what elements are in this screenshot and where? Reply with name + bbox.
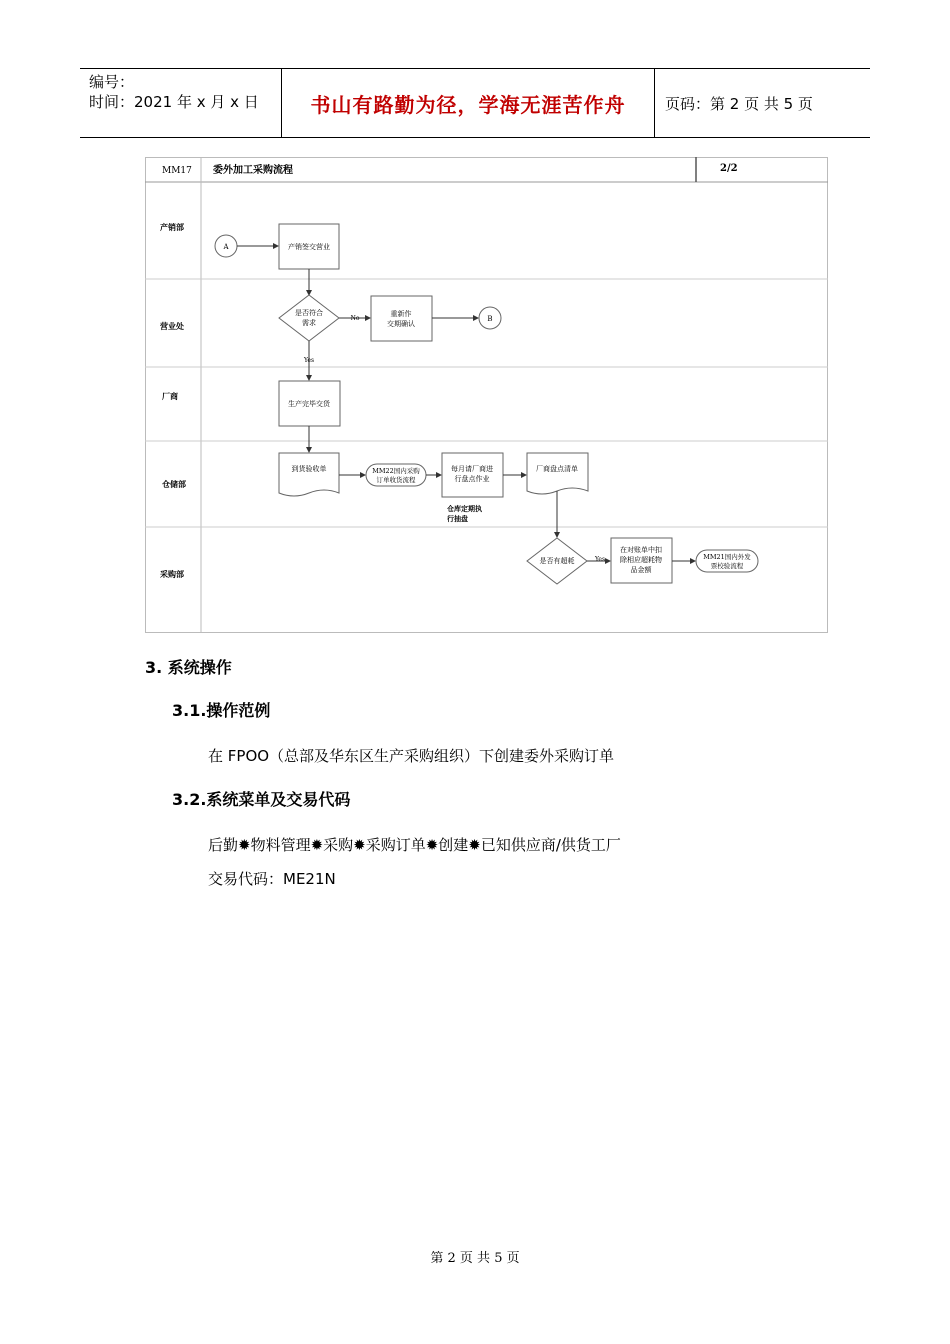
node-monthly-count-line1: 每月请厂商进 — [451, 465, 493, 473]
lane-label-vendor: 厂商 — [162, 391, 178, 401]
node-meets-demand — [279, 295, 339, 341]
time-label: 时间：2021 年 x 月 x 日 — [89, 93, 259, 111]
node-confirm-order-label: 产销签交营业 — [288, 243, 330, 251]
node-deduct-line3: 品金额 — [630, 566, 652, 574]
lane-label-purchasing: 采购部 — [160, 569, 184, 579]
node-monthly-count-line2: 行盘点作业 — [454, 475, 490, 483]
node-mm22-line1: MM22国内采购 — [372, 467, 420, 475]
lane-label-warehouse: 仓储部 — [162, 479, 186, 489]
lane-label-business: 营业处 — [160, 321, 184, 331]
number-label: 编号： — [89, 73, 135, 91]
connector-b-label: B — [487, 315, 493, 323]
page-footer: 第 2 页 共 5 页 — [430, 1251, 520, 1266]
node-production-delivery-label: 生产完毕交货 — [288, 400, 330, 408]
page-header — [80, 68, 870, 138]
node-mm21-line1: MM21国内外发 — [703, 553, 751, 561]
transaction-code: 交易代码：ME21N — [208, 870, 336, 888]
node-deduct-line1: 在对账单中扣 — [620, 546, 662, 554]
header-meta — [80, 69, 281, 137]
connector-a-label: A — [223, 243, 229, 251]
section-3-2-title: 3.2.系统菜单及交易代码 — [172, 790, 351, 809]
edge-label-yes-2: Yes — [594, 556, 606, 563]
node-receipt-doc-label: 到货验收单 — [291, 465, 327, 473]
node-meets-demand-line2: 需求 — [302, 319, 316, 327]
section-3-1-title: 3.1.操作范例 — [172, 701, 271, 720]
node-vendor-list-label: 厂商盘点清单 — [536, 465, 578, 473]
edge-label-yes-1: Yes — [303, 357, 315, 364]
node-meets-demand-line1: 是否符合 — [295, 309, 323, 317]
menu-path: 后勤✹物料管理✹采购✹采购订单✹创建✹已知供应商/供货工厂 — [208, 836, 621, 854]
header-page-info: 页码：第 2 页 共 5 页 — [665, 94, 813, 113]
warehouse-note-line2: 行抽盘 — [447, 514, 468, 523]
flow-title: 委外加工采购流程 — [213, 165, 293, 176]
header-motto-cell — [281, 69, 655, 137]
node-mm22-line2: 订单收货流程 — [376, 476, 416, 484]
node-reconfirm-line1: 重新作 — [390, 310, 412, 318]
lane-label-sales: 产销部 — [160, 222, 184, 232]
section-3-1-text: 在 FPOO（总部及华东区生产采购组织）下创建委外采购订单 — [208, 747, 615, 765]
flow-code: MM17 — [162, 166, 192, 176]
motto: 书山有路勤为径，学海无涯苦作舟 — [310, 92, 626, 117]
section-3-title: 3. 系统操作 — [145, 658, 232, 677]
warehouse-note-line1: 仓库定期执 — [447, 504, 482, 513]
node-reconfirm-line2: 交期确认 — [387, 320, 415, 328]
node-reconfirm — [371, 296, 432, 341]
node-receipt-doc — [279, 453, 339, 496]
node-vendor-list — [527, 453, 588, 494]
node-over-consumption-label: 是否有超耗 — [539, 557, 575, 565]
process-flowchart — [145, 157, 828, 633]
node-deduct-line2: 除相应超耗物 — [620, 556, 662, 564]
edge-label-no: No — [350, 315, 360, 322]
header-page-cell — [655, 69, 870, 137]
flow-page: 2/2 — [720, 163, 738, 174]
node-mm21-line2: 票校验流程 — [710, 562, 744, 570]
